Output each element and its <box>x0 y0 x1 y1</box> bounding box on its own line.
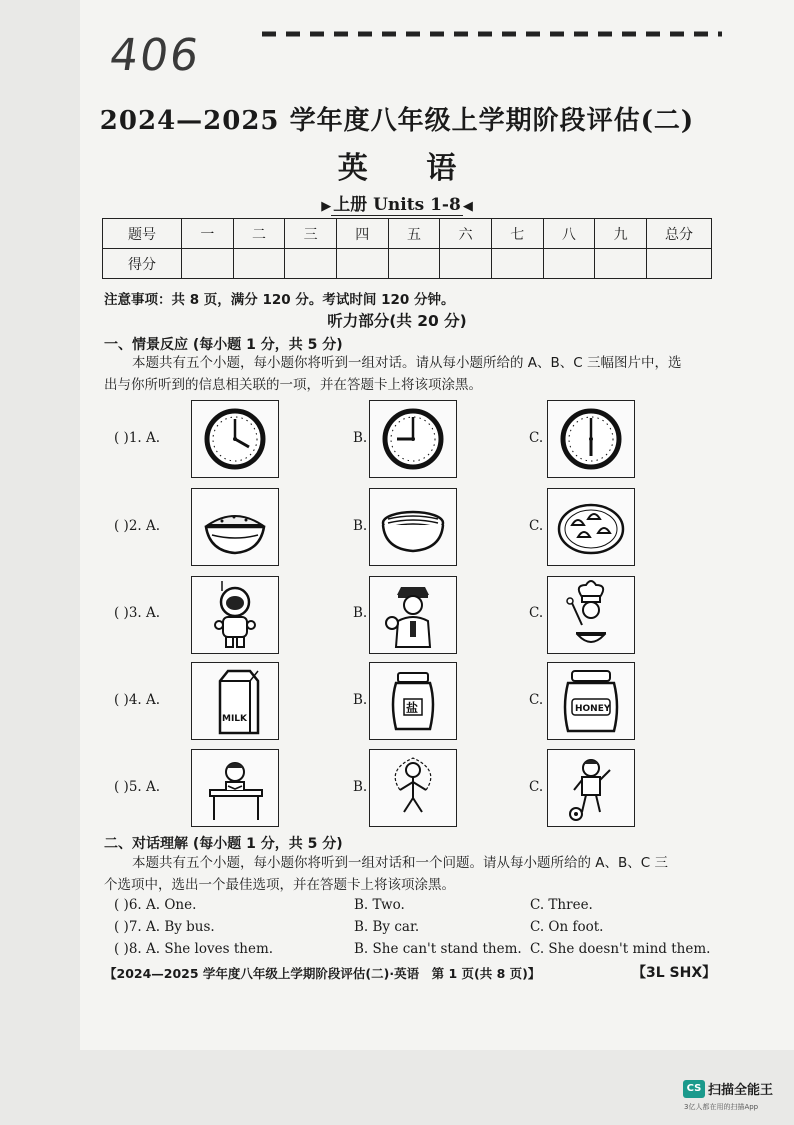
student-reading-icon[interactable] <box>191 749 279 827</box>
question-1-option-c[interactable]: C. <box>529 430 544 446</box>
table-cell: 一 <box>182 219 234 249</box>
question-4-option-c[interactable]: C. <box>529 692 544 708</box>
scope-text: 上册 Units 1-8 <box>333 195 461 215</box>
score-entry-cell[interactable] <box>285 249 337 279</box>
question-4-label[interactable]: ( )4. A. <box>114 692 161 708</box>
question-7-option-c[interactable]: C. On foot. <box>530 919 604 935</box>
milk-label: MILK <box>222 714 248 724</box>
listening-section-header: 听力部分(共 20 分) <box>327 312 467 330</box>
table-cell: 总分 <box>647 219 712 249</box>
handwritten-number: 406 <box>106 30 204 81</box>
clock-6-icon[interactable] <box>547 400 635 478</box>
question-8-option-c[interactable]: C. She doesn't mind them. <box>530 941 711 957</box>
part1-instruction-line1: 本题共有五个小题，每小题你将听到一组对话。请从每小题所给的 A、B、C 三幅图片中，选 <box>132 355 682 371</box>
exam-title: 2024—2025 学年度八年级上学期阶段评估(二) <box>99 106 695 136</box>
clock-9-icon[interactable] <box>369 400 457 478</box>
question-5-option-c[interactable]: C. <box>529 779 544 795</box>
question-1-option-b[interactable]: B. <box>353 430 368 446</box>
score-entry-cell[interactable] <box>440 249 492 279</box>
score-table-score-row <box>103 249 712 279</box>
table-cell: 五 <box>388 219 440 249</box>
score-entry-cell[interactable] <box>336 249 388 279</box>
score-entry-cell[interactable] <box>233 249 285 279</box>
question-2-option-b[interactable]: B. <box>353 518 368 534</box>
chef-icon[interactable] <box>547 576 635 654</box>
score-entry-cell[interactable] <box>182 249 234 279</box>
question-8-option-a[interactable]: ( )8. A. She loves them. <box>114 941 274 957</box>
police-officer-icon[interactable] <box>369 576 457 654</box>
question-2-label[interactable]: ( )2. A. <box>114 518 161 534</box>
table-cell: 四 <box>336 219 388 249</box>
page-footer: 【2024—2025 学年度八年级上学期阶段评估(二)·英语 第 1 页(共 8 页)】 <box>104 966 541 981</box>
question-7-option-b[interactable]: B. By car. <box>354 919 420 935</box>
question-5-label[interactable]: ( )5. A. <box>114 779 161 795</box>
table-cell: 题号 <box>103 219 182 249</box>
table-cell: 八 <box>543 219 595 249</box>
question-8-option-b[interactable]: B. She can't stand them. <box>354 941 522 957</box>
notice-text: 注意事项：共 8 页，满分 120 分。考试时间 120 分钟。 <box>104 292 455 308</box>
score-entry-cell[interactable] <box>388 249 440 279</box>
score-entry-cell[interactable] <box>491 249 543 279</box>
left-triangle-icon: ▶ <box>321 199 332 214</box>
question-5-option-b[interactable]: B. <box>353 779 368 795</box>
scanner-logo <box>683 1078 773 1098</box>
noodles-bowl-icon[interactable] <box>369 488 457 566</box>
footer-tag: 【3L SHX】 <box>632 965 717 981</box>
soccer-boy-icon[interactable] <box>547 749 635 827</box>
question-7-option-a[interactable]: ( )7. A. By bus. <box>114 919 215 935</box>
honey-label: HONEY <box>575 704 611 714</box>
scope-label <box>0 190 794 215</box>
scanner-subtitle: 3亿人都在用的扫描App <box>684 1103 759 1111</box>
scanner-badge-icon: CS <box>683 1080 705 1098</box>
milk-carton-icon[interactable] <box>191 662 279 740</box>
score-table-header-row <box>103 219 712 249</box>
part2-instruction-line2: 个选项中，选出一个最佳选项，并在答题卡上将该项涂黑。 <box>104 877 455 893</box>
part2-instruction-line1: 本题共有五个小题，每小题你将听到一组对话和一个问题。请从每小题所给的 A、B、C 三 <box>132 855 669 871</box>
table-cell: 七 <box>491 219 543 249</box>
question-6-option-a[interactable]: ( )6. A. One. <box>114 897 197 913</box>
scanner-name: 扫描全能王 <box>708 1083 774 1098</box>
right-triangle-icon: ◀ <box>462 199 473 214</box>
part1-title: 一、情景反应 (每小题 1 分，共 5 分) <box>104 337 343 353</box>
rice-bowl-icon[interactable] <box>191 488 279 566</box>
score-entry-cell[interactable] <box>647 249 712 279</box>
table-cell: 得分 <box>103 249 182 279</box>
table-cell: 九 <box>595 219 647 249</box>
question-6-option-b[interactable]: B. Two. <box>354 897 405 913</box>
honey-jar-icon[interactable] <box>547 662 635 740</box>
table-cell: 二 <box>233 219 285 249</box>
jump-rope-icon[interactable] <box>369 749 457 827</box>
part2-title: 二、对话理解 (每小题 1 分，共 5 分) <box>104 836 343 852</box>
question-1-label[interactable]: ( )1. A. <box>114 430 161 446</box>
part1-instruction-line2: 出与你所听到的信息相关联的一项，并在答题卡上将该项涂黑。 <box>104 377 482 393</box>
question-3-option-b[interactable]: B. <box>353 605 368 621</box>
salt-label: 盐 <box>406 701 419 715</box>
question-3-label[interactable]: ( )3. A. <box>114 605 161 621</box>
table-cell: 三 <box>285 219 337 249</box>
question-2-option-c[interactable]: C. <box>529 518 544 534</box>
dashed-cut-line <box>262 30 722 38</box>
question-4-option-b[interactable]: B. <box>353 692 368 708</box>
dumplings-plate-icon[interactable] <box>547 488 635 566</box>
question-6-option-c[interactable]: C. Three. <box>530 897 593 913</box>
score-table <box>102 218 712 279</box>
clock-4-icon[interactable] <box>191 400 279 478</box>
question-3-option-c[interactable]: C. <box>529 605 544 621</box>
salt-jar-icon[interactable] <box>369 662 457 740</box>
table-cell: 六 <box>440 219 492 249</box>
astronaut-icon[interactable] <box>191 576 279 654</box>
score-entry-cell[interactable] <box>595 249 647 279</box>
score-entry-cell[interactable] <box>543 249 595 279</box>
subject-title: 英 语 <box>337 151 481 186</box>
